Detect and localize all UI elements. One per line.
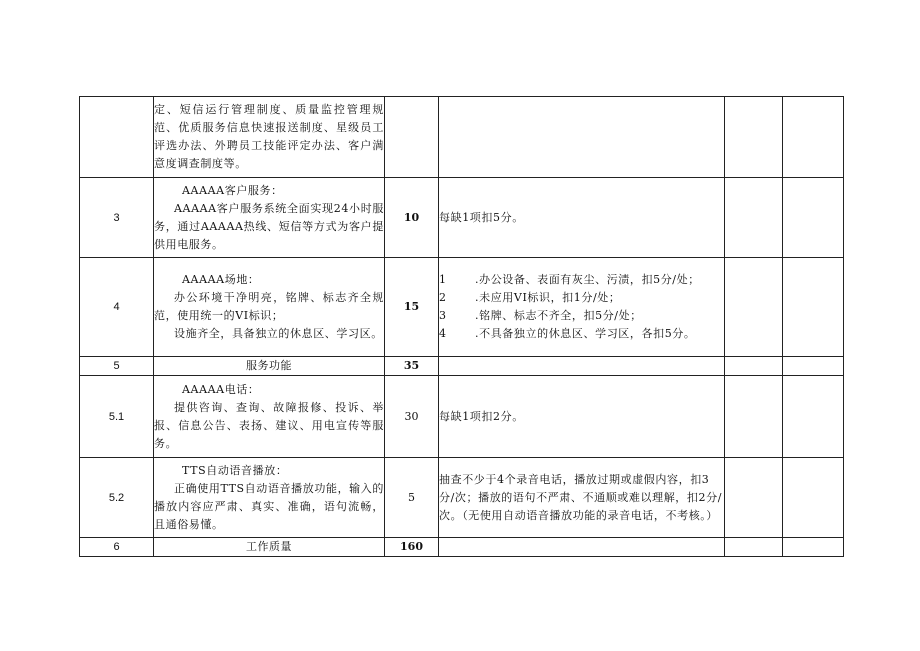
score-cell [385, 97, 439, 178]
assessment-table [79, 96, 844, 557]
table-row [80, 357, 844, 376]
blank-cell [725, 357, 783, 376]
standard-text: 设施齐全，具备独立的休息区、学习区。 [174, 327, 383, 340]
item-number-cell: 5 [80, 357, 154, 376]
standard-text: AAAAA客户服务系统全面实现24小时服务，通过AAAAA热线、短信等方式为客户提供用电服务。 [154, 201, 384, 251]
rule-item-number: 3 [439, 309, 447, 322]
deduction-rule-cell [439, 97, 725, 178]
rule-item [439, 271, 724, 289]
rule-item-text: .办公设备、表面有灰尘、污渍，扣5分/处； [475, 273, 700, 286]
standard-text: 提供咨询、查询、故障报修、投诉、举报、信息公告、表扬、建议、用电宣传等服务。 [154, 400, 384, 450]
item-number-cell: 4 [80, 258, 154, 357]
rule-item [439, 307, 724, 325]
blank-cell [783, 458, 844, 538]
standard-content-cell [154, 458, 385, 538]
table-row [80, 376, 844, 458]
deduction-rule-cell [439, 258, 725, 357]
item-number-cell: 5.2 [80, 458, 154, 538]
standard-title: AAAAA客户服务： [182, 183, 283, 197]
blank-cell [725, 376, 783, 458]
standard-content-cell [154, 178, 385, 258]
standard-content-cell [154, 97, 385, 178]
rule-item-text: .不具备独立的休息区、学习区，各扣5分。 [475, 327, 696, 340]
deduction-rule-cell [439, 538, 725, 557]
blank-cell [783, 178, 844, 258]
rule-item [439, 289, 724, 307]
blank-cell [725, 458, 783, 538]
score-cell: 10 [385, 178, 439, 258]
deduction-rule-cell: 每缺1项扣5分。 [439, 178, 725, 258]
standard-title: TTS自动语音播放： [182, 463, 288, 477]
rule-item-text: .铭牌、标志不齐全，扣5分/处； [475, 309, 642, 322]
blank-cell [725, 538, 783, 557]
item-number-cell: 5.1 [80, 376, 154, 458]
rule-item-number: 4 [439, 327, 447, 340]
rule-item-number: 2 [439, 291, 447, 304]
rule-item [439, 325, 724, 343]
standard-title: AAAAA场地： [182, 273, 260, 286]
blank-cell [725, 97, 783, 178]
blank-cell [783, 376, 844, 458]
score-cell: 30 [385, 376, 439, 458]
standard-content-cell [154, 376, 385, 458]
blank-cell [725, 258, 783, 357]
item-number-cell: 6 [80, 538, 154, 557]
standard-content-cell [154, 258, 385, 357]
score-cell: 5 [385, 458, 439, 538]
standard-text: 定、短信运行管理制度、质量监控管理规范、优质服务信息快速报送制度、星级员工评选办法、外聘员工技能评定办法、客户满意度调查制度等。 [154, 103, 384, 170]
item-number-cell [80, 97, 154, 178]
rule-item-number: 1 [439, 273, 447, 286]
deduction-rule-cell: 每缺1项扣2分。 [439, 376, 725, 458]
blank-cell [783, 258, 844, 357]
standard-text: 办公环境干净明亮，铭牌、标志齐全规范，使用统一的VI标识； [154, 291, 384, 322]
section-title-cell: 服务功能 [154, 357, 385, 376]
score-cell: 160 [385, 538, 439, 557]
item-number-cell: 3 [80, 178, 154, 258]
score-cell: 15 [385, 258, 439, 357]
table-row [80, 178, 844, 258]
blank-cell [783, 97, 844, 178]
rule-item-text: .未应用VI标识，扣1分/处； [475, 291, 621, 304]
table-row [80, 97, 844, 178]
blank-cell [783, 538, 844, 557]
blank-cell [725, 178, 783, 258]
standard-text: 正确使用TTS自动语音播放功能，输入的播放内容应严肃、真实、准确，语句流畅，且通俗易懂。 [154, 481, 384, 531]
standard-title: AAAAA电话： [182, 382, 260, 396]
section-title-cell: 工作质量 [154, 538, 385, 557]
table-row [80, 538, 844, 557]
deduction-rule-cell: 抽查不少于4个录音电话，播放过期或虚假内容，扣3分/次；播放的语句不严肃、不通顺或难以理解，扣2分/次。（无使用自动语音播放功能的录音电话，不考核。） [439, 458, 725, 538]
score-cell: 35 [385, 357, 439, 376]
deduction-rule-cell [439, 357, 725, 376]
blank-cell [783, 357, 844, 376]
table-row [80, 258, 844, 357]
table-row [80, 458, 844, 538]
